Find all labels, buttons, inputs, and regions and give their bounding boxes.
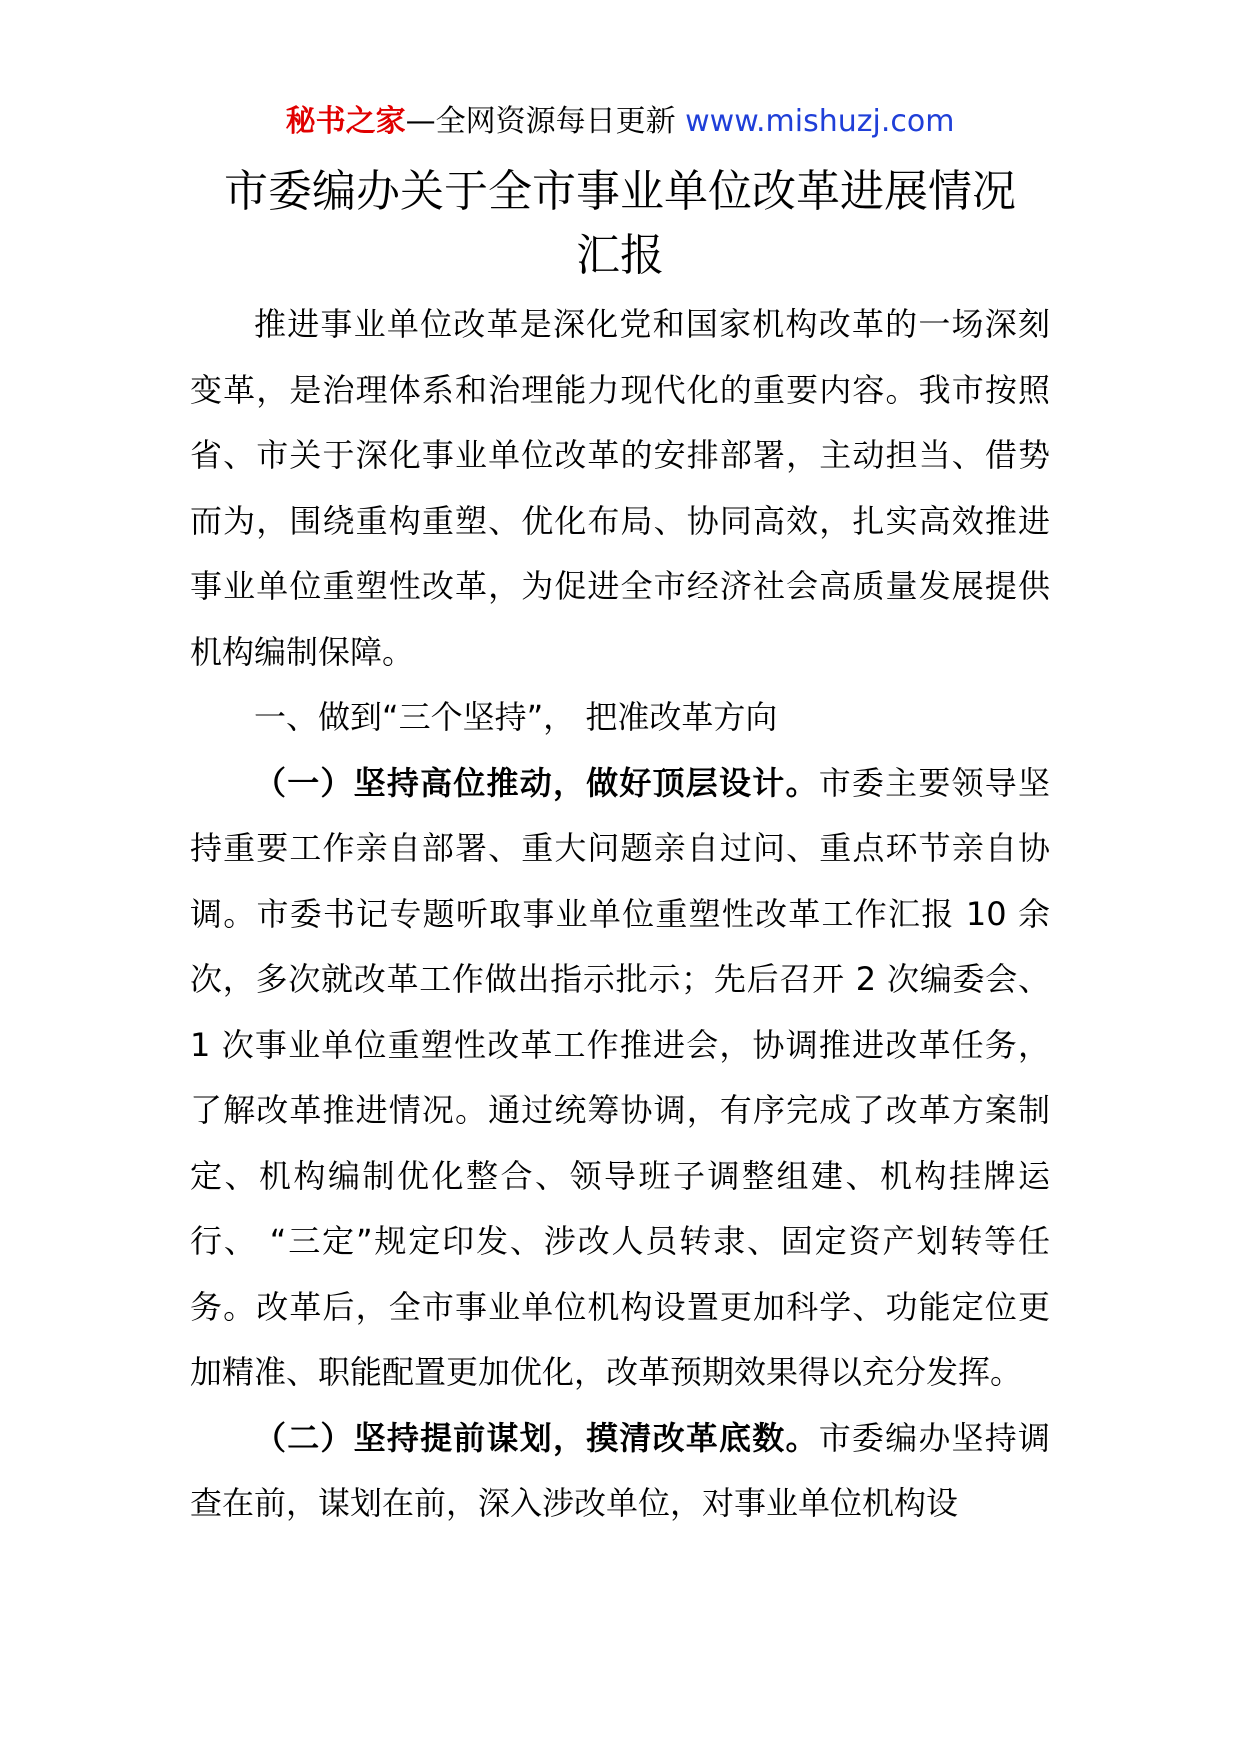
- site-url-link[interactable]: www.mishuzj.com: [685, 104, 955, 139]
- subsection-1-paragraph: [190, 751, 1050, 1406]
- subsection-2-body: 市委编办坚持调查在前，谋划在前，深入涉改单位，对事业单位机构设: [190, 1418, 1050, 1522]
- subsection-2-paragraph: [190, 1406, 1050, 1537]
- title-line-1: 市委编办关于全市事业单位改革进展情况: [224, 166, 1016, 217]
- site-header: [0, 100, 1240, 144]
- intro-paragraph: 推进事业单位改革是深化党和国家机构改革的一场深刻变革，是治理体系和治理能力现代化的重要内容。我市按照省、市关于深化事业单位改革的安排部署，主动担当、借势而为，围绕重构重塑、优化布局、协同高效，扎实高效推进事业单位重塑性改革，为促进全市经济社会高质量发展提供机构编制保障。: [190, 305, 1050, 671]
- document-body: [190, 292, 1050, 1537]
- subsection-1-body: 市委主要领导坚持重要工作亲自部署、重大问题亲自过问、重点环节亲自协调。市委书记专题听取事业单位重塑性改革工作汇报 10 余次，多次就改革工作做出指示批示；先后召开 2 次编委会、1 次事业单位重塑性改革工作推进会，协调推进改革任务，了解改革推进情况。通过统筹协调，有序完成了改革方案制定、机构编制优化整合、领导班子调整组建、机构挂牌运行、 “三定”规定印发、涉改人员转隶、固定资产划转等任务。改革后，全市事业单位机构设置更加科学、功能定位更加精准、职能配置更加优化，改革预期效果得以充分发挥。: [190, 763, 1050, 1391]
- title-line-2: 汇报: [576, 230, 664, 281]
- header-tagline: —全网资源每日更新: [405, 104, 686, 139]
- subsection-2-heading: （二）坚持提前谋划，摸清改革底数。: [254, 1418, 819, 1457]
- subsection-1-heading: （一）坚持高位推动，做好顶层设计。: [254, 763, 819, 802]
- brand-name: 秘书之家: [285, 104, 406, 139]
- document-title: [190, 160, 1050, 288]
- section-1-heading: 一、做到“三个坚持”， 把准改革方向: [254, 698, 778, 736]
